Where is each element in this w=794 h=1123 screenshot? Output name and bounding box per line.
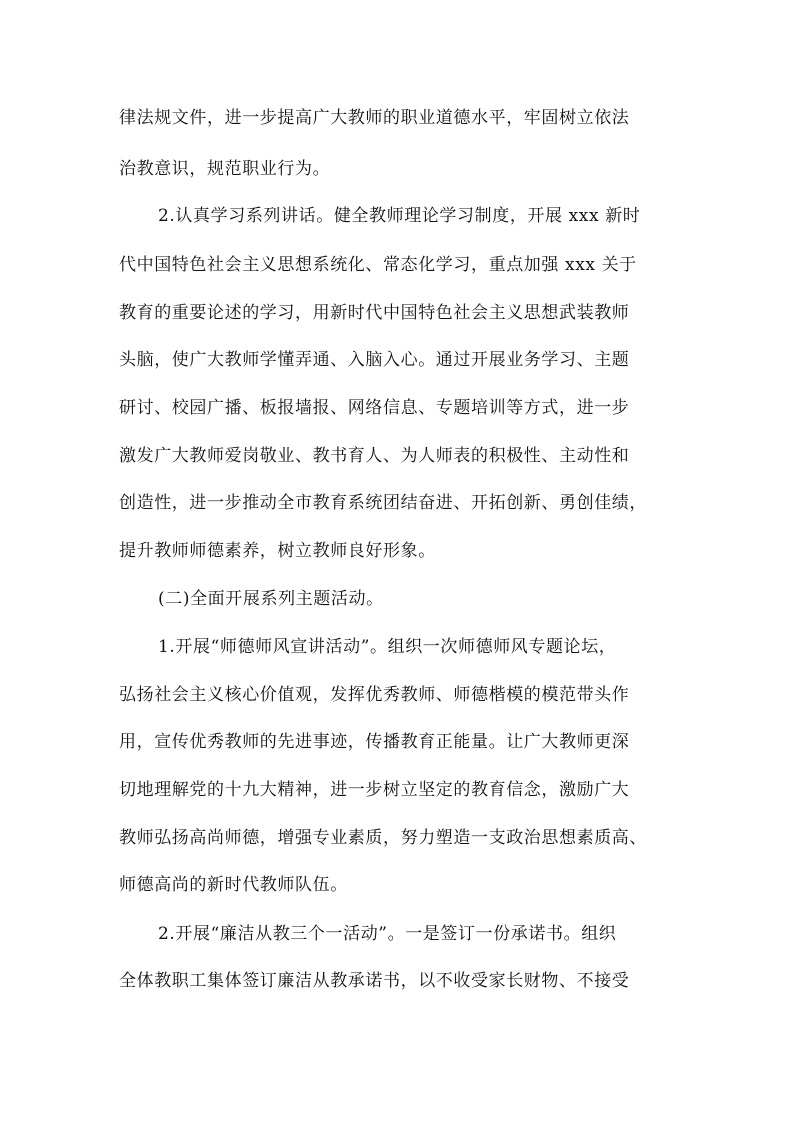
text-line: 2.开展“廉洁从教三个一活动”。一是签订一份承诺书。组织 bbox=[158, 924, 617, 944]
text-line: 创造性，进一步推动全市教育系统团结奋进、开拓创新、勇创佳绩， bbox=[119, 493, 647, 513]
text-line: 切地理解党的十九大精神，进一步树立坚定的教育信念，激励广大 bbox=[119, 780, 630, 800]
section-heading: (二)全面开展系列主题活动。 bbox=[158, 589, 384, 609]
text-line: 用，宣传优秀教师的先进事迹，传播教育正能量。让广大教师更深 bbox=[119, 732, 630, 752]
text-line: 1.开展“师德师风宣讲活动”。组织一次师德师风专题论坛， bbox=[158, 637, 617, 657]
text-line: 激发广大教师爱岗敬业、教书育人、为人师表的积极性、主动性和 bbox=[119, 446, 630, 466]
text-line: 治教意识，规范职业行为。 bbox=[119, 159, 331, 179]
text-line: 提升教师师德素养，树立教师良好形象。 bbox=[119, 541, 436, 561]
text-line: 2.认真学习系列讲话。健全教师理论学习制度，开展 xxx 新时 bbox=[158, 206, 641, 226]
text-line: 代中国特色社会主义思想系统化、常态化学习，重点加强 xxx 关于 bbox=[119, 255, 637, 275]
text-line: 师德高尚的新时代教师队伍。 bbox=[119, 875, 348, 895]
text-line: 律法规文件，进一步提高广大教师的职业道德水平，牢固树立依法 bbox=[119, 108, 630, 128]
text-line: 弘扬社会主义核心价值观，发挥优秀教师、师德楷模的模范带头作 bbox=[119, 685, 630, 705]
text-line: 教师弘扬高尚师德，增强专业素质，努力塑造一支政治思想素质高、 bbox=[119, 828, 647, 848]
text-line: 教育的重要论述的学习，用新时代中国特色社会主义思想武装教师 bbox=[119, 303, 630, 323]
text-line: 研讨、校园广播、板报墙报、网络信息、专题培训等方式，进一步 bbox=[119, 398, 630, 418]
text-line: 全体教职工集体签订廉洁从教承诺书，以不收受家长财物、不接受 bbox=[119, 971, 630, 991]
text-line: 头脑，使广大教师学懂弄通、入脑入心。通过开展业务学习、主题 bbox=[119, 350, 630, 370]
